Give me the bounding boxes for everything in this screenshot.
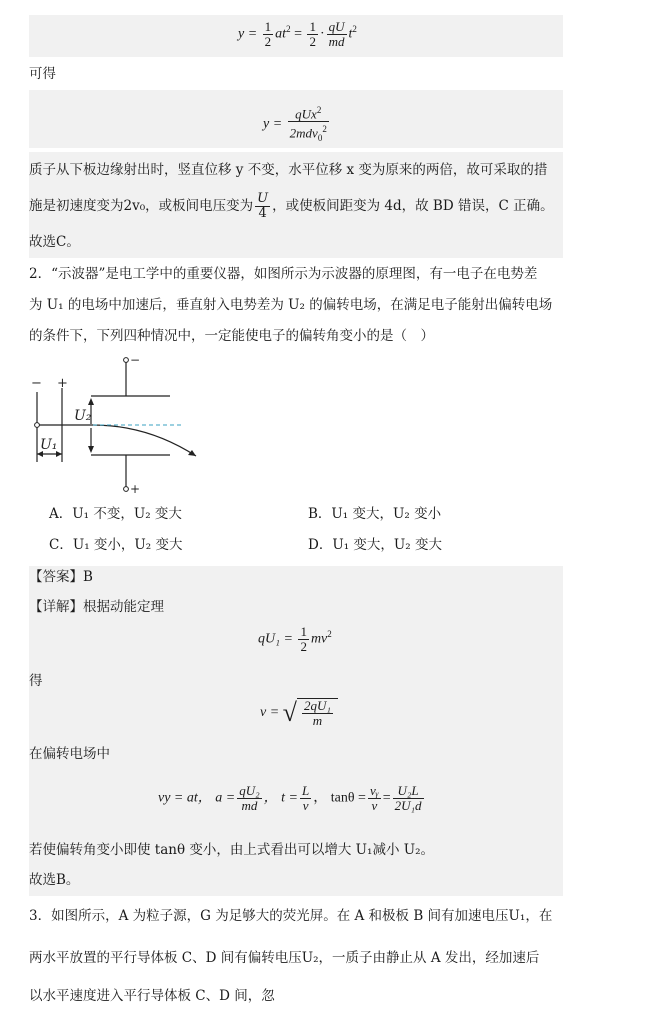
diagram-plus-plate: + [130, 482, 141, 496]
diagram-u1: U₁ [40, 437, 58, 453]
text-kede: 可得 [29, 66, 56, 82]
option-c[interactable]: C．U₁ 变小，U₂ 变大 [49, 537, 183, 553]
equation-field: vy = at， a = $\frac{\text{qU₂}}{md}$ ， t = $\frac{L}{v}$ ， tanθ = $\frac{\text{vᵧ}}{v}$ = $\frac{\text{U₂L}}{\text{2U₁d}}$ [158, 783, 422, 813]
conclusion-b: 故选B。 [29, 872, 80, 888]
diagram-minus-left: − [31, 376, 42, 391]
option-d[interactable]: D．U₁ 变大，U₂ 变大 [308, 537, 442, 553]
q2-line-1: 2．“示波器”是电工学中的重要仪器，如图所示为示波器的原理图，有一电子在电势差 [29, 266, 538, 282]
q3-line-3: 以水平速度进入平行导体板 C、D 间，忽 [29, 988, 275, 1004]
conclusion-line: 若使偏转角变小即使 tanθ 变小，由上式看出可以增大 U₁减小 U₂。 [29, 842, 435, 858]
text-in-field: 在偏转电场中 [29, 746, 110, 762]
equation-y-qUx: y = $\frac{qUx^2}{2mdv_0^2}$ [263, 105, 327, 144]
q2-line-2: 为 U₁ 的电场中加速后，垂直射入电势差为 U₂ 的偏转电场，在满足电子能射出偏转电场 [29, 297, 553, 313]
equation-energy: qU₁ = $\frac{1}{2}$ $mv^2$ [258, 624, 332, 654]
q2-line-3: 的条件下，下列四种情况中，一定能使电子的偏转角变小的是（ ） [29, 328, 434, 344]
option-a[interactable]: A．U₁ 不变，U₂ 变大 [49, 506, 182, 522]
text-de: 得 [29, 673, 43, 689]
conclusion-c: 故选C。 [29, 234, 80, 250]
q3-line-2: 两水平放置的平行导体板 C、D 间有偏转电压U₂，一质子由静止从 A 发出，经加速后 [29, 950, 540, 966]
equation-displacement: y = $\frac{1}{2}$ $at^2$ = $\frac{1}{2}$ · $\frac{qU}{md}$ $t^2$ [238, 19, 357, 49]
oscilloscope-diagram [28, 352, 208, 502]
q3-line-1: 3．如图所示，A 为粒子源，G 为足够大的荧光屏。在 A 和极板 B 间有加速电压U₁，在 [29, 908, 553, 924]
diagram-minus-plate: − [130, 353, 141, 367]
equation-velocity: v = √ $\frac{\text{2qU₁}}{m}$ [260, 698, 338, 728]
detail-intro: 【详解】根据动能定理 [29, 599, 164, 615]
diagram-plus-left: + [57, 376, 68, 391]
option-b[interactable]: B．U₁ 变大，U₂ 变小 [308, 506, 442, 522]
para-line-2: 施是初速度变为2v₀，或板间电压变为 $\frac{U}{4}$ ，或使板间距变为 4d，故 BD 错误，C 正确。 [29, 191, 554, 221]
diagram-u2: U₂ [74, 408, 92, 424]
answer-label: 【答案】B [29, 569, 93, 585]
para-line-1: 质子从下板边缘射出时，竖直位移 y 不变，水平位移 x 变为原来的两倍，故可采取的措 [29, 162, 548, 178]
